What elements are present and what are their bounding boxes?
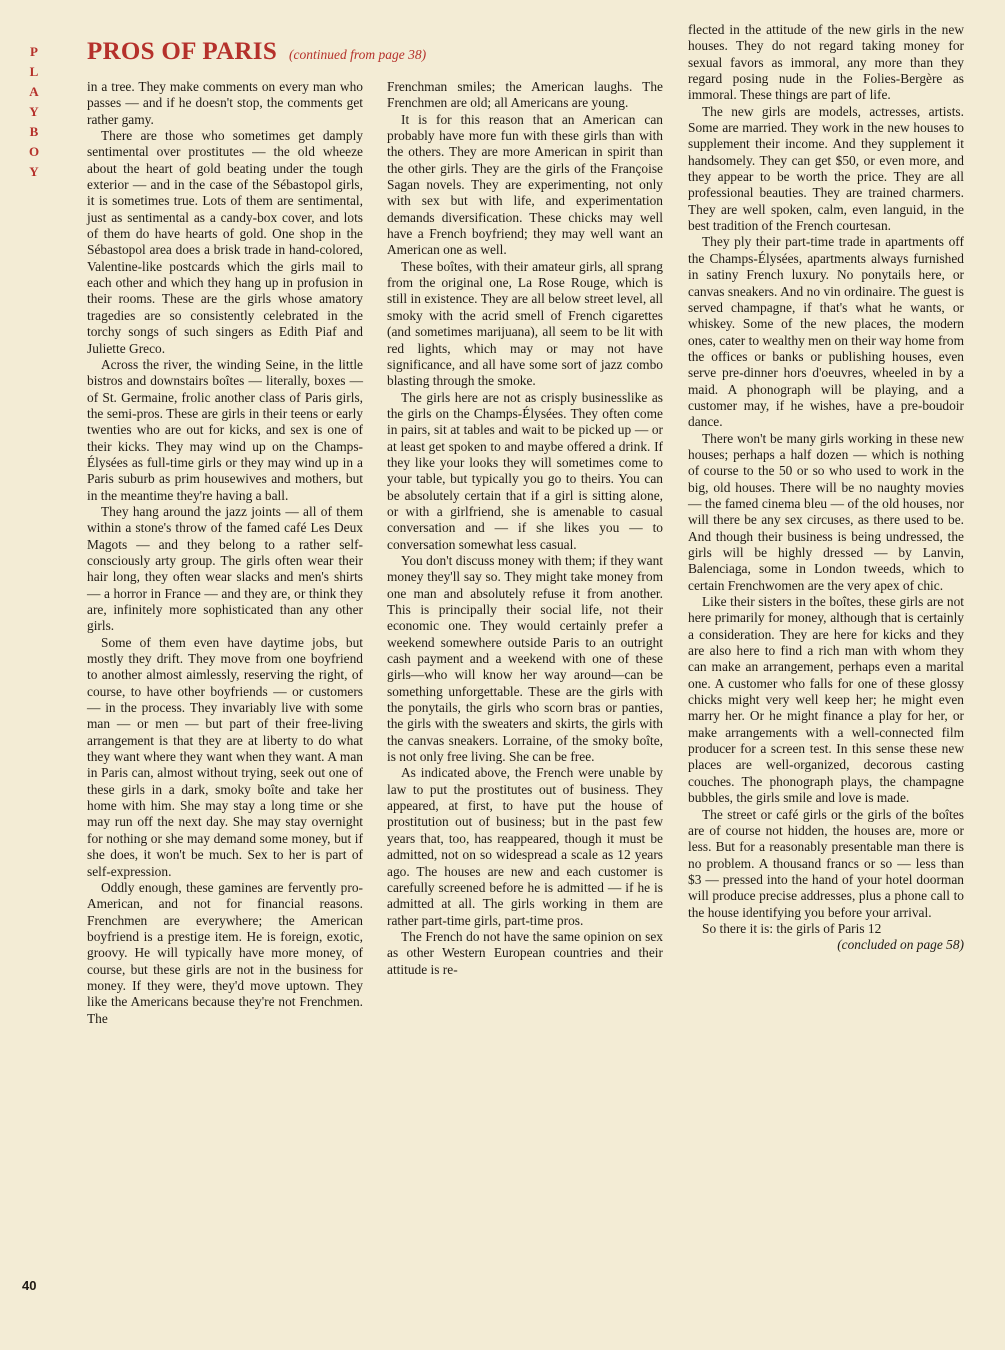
paragraph: Across the river, the winding Seine, in the little bistros and downstairs boîtes — literally, boxes — of St. Germaine, frolic another class of Paris girls, the semi-pros. These are girls in their teens or early twenties who are out for kicks, and sex is one of their kicks. They may wind up on the Champs-Élysées as full-time girls or they may wind up in a Paris suburb as prim housewives and mothers, but in the meantime they're having a ball. xyxy=(87,356,363,503)
continuation-note: (concluded on page 58) xyxy=(837,937,964,953)
continued-note: (continued from page 38) xyxy=(289,47,427,62)
paragraph: Frenchman smiles; the American laughs. The Frenchmen are old; all Americans are young. xyxy=(387,79,663,111)
paragraph: There are those who sometimes get damply sentimental over prostitutes — the old wheeze about the heart of gold beating under the tough exterior — and in the case of the Sébastopol girls, it is sometimes true. Lots of them are sentimental, just as sentimental as a candy-box cover, and lots of them do have hearts of gold. One shop in the Sébastopol area does a brisk trade in hand-colored, Valentine-like postcards which the girls mail to each other and which they hang up in profusion in their rooms. These are the girls whose amatory tragedies are so consistently celebrated in the torchy songs of such singers as Edith Piaf and Juliette Greco. xyxy=(87,128,363,356)
paragraph: in a tree. They make comments on every man who passes — and if he doesn't stop, the comments get rather gamy. xyxy=(87,79,363,127)
vertical-letter: Y xyxy=(29,164,39,179)
paragraph: flected in the attitude of the new girls in the new houses. They do not regard taking money for sexual favors as immoral, any more than they regard posing nude in the Folies-Bergère as immoral. These things are part of life. xyxy=(688,22,964,103)
magazine-vertical-label xyxy=(26,42,42,182)
paragraph: These boîtes, with their amateur girls, all sprang from the original one, La Rose Rouge, which is still in existence. They are all below street level, all smoky with the acrid smell of French cigarettes (and sometimes marijuana), all seem to be lit with red lights, which may or may not have significance, and all have some sort of jazz combo blasting through the smoke. xyxy=(387,258,663,389)
text-column-1 xyxy=(87,79,363,1027)
paragraph: It is for this reason that an American can probably have more fun with these girls than with the others. They are more American in spirit than the other girls. They are the girls of the Françoise Sagan novels. They are experimenting, not only with sex but with life, and experimentation demands diversification. These chicks may well have a French boyfriend; they may well want an American one as well. xyxy=(387,111,663,258)
text-column-3 xyxy=(688,22,964,954)
paragraph: The new girls are models, actresses, artists. Some are married. They work in the new houses to supplement their income. And they supplement it handsomely. They can get $50, or even more, and they appear to be worth the price. They are all professional beauties. They are trained charmers. They are well spoken, calm, even languid, in the best tradition of the French courtesan. xyxy=(688,103,964,234)
vertical-letter: O xyxy=(28,144,40,159)
paragraph: Like their sisters in the boîtes, these girls are not here primarily for money, although that is certainly a consideration. They are here for kicks and they are also here to find a rich man with whom they can make an arrangement, perhaps even a marital one. A customer who falls for one of these glossy chicks might very well keep her; he might even marry her. Or he might finance a play for her, or make arrangements with a well-connected film producer for a screen test. In this sense these new places are well-organized, decorous casting couches. The phonograph plays, the champagne bubbles, the girls smile and love is made. xyxy=(688,594,964,806)
paragraph: As indicated above, the French were unable by law to put the prostitutes out of business. They appeared, at first, to have put the house of prostitution out of business; but in the past few years that, too, has reappeared, though it must be admitted, not on so widespread a scale as 12 years ago. The houses are new and each customer is carefully screened before he is admitted — if he is admitted at all. The girls working in them are rather part-time girls, part-time pros. xyxy=(387,765,663,928)
paragraph: You don't discuss money with them; if they want money they'll say so. They might take money from one man and absolutely refuse it from another. This is principally their social life, not their economic one. They would certainly prefer a weekend somewhere outside Paris to an outright cash payment and a weekend with one of these girls—who will know her way around—can be something unforgettable. These are the girls with the ponytails, the girls who scorn bras or panties, the girls with the sweaters and skirts, the girls with the canvas sneakers. Lorraine, of the smoky boîte, is not only free living. She can be free. xyxy=(387,552,663,765)
paragraph: They ply their part-time trade in apartments off the Champs-Élysées, apartments always furnished in satiny French luxury. No ponytails here, or canvas sneakers. And no vin ordinaire. The guest is served champagne, if that's what he wants, or whiskey. Some of the new places, the modern ones, cater to wealthy men on their way home from the offices or banks or publishing houses, even serve pre-dinner hors d'oeuvres, wheeled in by a maid. A phonograph will be playing, and a customer may, if he wishes, have a pre-boudoir dance. xyxy=(688,234,964,430)
text-column-2 xyxy=(387,79,663,978)
vertical-letter: B xyxy=(29,124,39,139)
paragraph: They hang around the jazz joints — all of them within a stone's throw of the famed café Les Deux Magots — and they belong to a rather self-consciously arty group. The girls often wear their hair long, they often wear slacks and men's shirts — a horror in France — and they are, or think they are, infinitely more sophisticated than any other girls. xyxy=(87,503,363,634)
article-header xyxy=(87,38,687,74)
paragraph: Some of them even have daytime jobs, but mostly they drift. They move from one boyfriend to another almost aimlessly, reserving the right, of course, to have other boyfriends — or customers — in the process. They invariably live with some man — or men — but part of their free-living arrangement is that they are at liberty to do what they want where they want when they want. A man in Paris can, almost without trying, seek out one of these girls in a dark, smoky boîte and take her home with him. She may stay a long time or she may run off the next day. She may stay overnight for nothing or she may demand some money, but if she does, it won't be much. Sex to her is part of self-expression. xyxy=(87,634,363,879)
vertical-letter: L xyxy=(29,64,39,79)
page-number: 40 xyxy=(22,1278,37,1293)
vertical-letter: P xyxy=(30,44,38,59)
vertical-letter: A xyxy=(29,84,39,99)
paragraph: The girls here are not as crisply businesslike as the girls on the Champs-Élysées. They often come in pairs, sit at tables and wait to be picked up — or at least get spoken to and maybe offered a drink. If they like your looks they will sometimes come to your table, but typically you go to theirs. You can be absolutely certain that if a girl is sitting alone, or with a girlfriend, she is amenable to casual conversation and — if she likes you — to conversation somewhat less casual. xyxy=(387,389,663,552)
vertical-letter: Y xyxy=(29,104,39,119)
paragraph: So there it is: the girls of Paris 12 xyxy=(702,920,882,936)
paragraph: The street or café girls or the girls of the boîtes are of course not hidden, the houses are, more or less. But for a reasonably presentable man there is no problem. A thousand francs or so — less than $3 — pressed into the hand of your hotel doorman will produce precise addresses, plus a phone call to the house identifying you before your arrival. xyxy=(688,806,964,920)
paragraph: There won't be many girls working in these new houses; perhaps a half dozen — which is nothing of course to the 50 or so who used to work in the big, old houses. There will be no naughty movies — the famed cinema bleu — of the old houses, nor will there be any sex circuses, as there used to be. And though their business is being undressed, the girls will be highly dressed — by Lanvin, Balenciaga, some in London tweeds, which to certain Frenchwomen are the very apex of chic. xyxy=(688,430,964,593)
article-title: PROS OF PARIS xyxy=(87,38,278,65)
paragraph: Oddly enough, these gamines are fervently pro-American, and not for financial reasons. Frenchmen are everywhere; the American boyfriend is a prestige item. He is foreign, exotic, groovy. He will typically have more money, of course, but these girls are not in the business for money. If they were, they'd move uptown. They like the Americans because they're not Frenchmen. The xyxy=(87,879,363,1026)
paragraph: The French do not have the same opinion on sex as other Western European countries and their attitude is re- xyxy=(387,928,663,977)
